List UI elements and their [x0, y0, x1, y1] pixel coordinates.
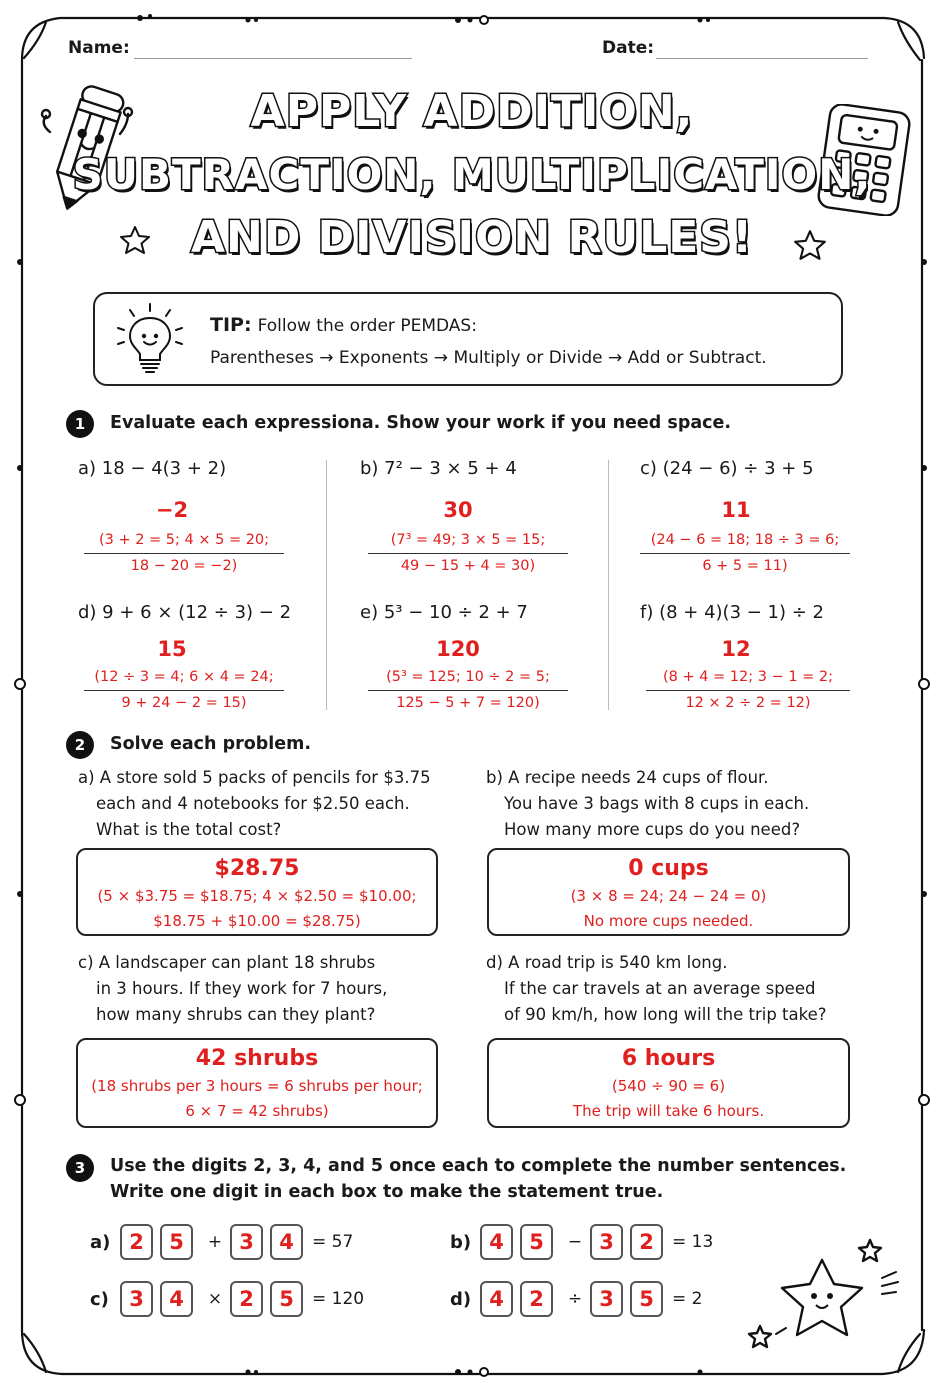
work-c [640, 528, 850, 579]
work-e-line-1: (5³ = 125; 10 ÷ 2 = 5; [368, 665, 568, 691]
title-line-2: SUBTRACTION, MULTIPLICATION, [72, 150, 872, 199]
problem-d-line-1: d) A road trip is 540 km long. [486, 953, 728, 972]
digit-box[interactable]: 2 [230, 1281, 263, 1317]
work-e [368, 665, 568, 716]
digit-box[interactable]: 2 [630, 1224, 663, 1260]
answer-box-b [487, 848, 850, 936]
title-line-1: APPLY ADDITION, [250, 86, 694, 137]
section-1-title: Evaluate each expressiona. Show your work if you need space. [110, 413, 732, 433]
digit-box[interactable]: 3 [590, 1281, 623, 1317]
work-a-line-1: (3 + 2 = 5; 4 × 5 = 20; [84, 528, 284, 554]
section-3-badge: 3 [66, 1154, 94, 1182]
work-e-line-2: 125 − 5 + 7 = 120) [396, 695, 540, 711]
digit-box[interactable]: 4 [160, 1281, 193, 1317]
lightbulb-icon [112, 300, 188, 378]
operator: + [207, 1232, 223, 1252]
problem-c-line-3: how many shrubs can they plant? [96, 1005, 376, 1024]
section-1-badge: 1 [66, 410, 94, 438]
digit-box[interactable]: 3 [120, 1281, 153, 1317]
operator: × [207, 1289, 223, 1309]
work-f-line-2: 12 × 2 ÷ 2 = 12) [685, 695, 811, 711]
digit-box[interactable]: 5 [160, 1224, 193, 1260]
answer-box-c-value: 42 shrubs [195, 1046, 319, 1071]
answer-box-a-value: $28.75 [214, 856, 300, 881]
answer-box-d-work-2: The trip will take 6 hours. [572, 1102, 765, 1120]
star-mascot-icon [740, 1232, 910, 1356]
section-2-title: Solve each problem. [110, 734, 312, 754]
result: = 57 [312, 1232, 354, 1252]
work-c-line-2: 6 + 5 = 11) [702, 558, 788, 574]
tip-text-1: Follow the order PEMDAS: [257, 316, 477, 336]
operator: ÷ [567, 1289, 583, 1309]
sentence-b-label: b) [450, 1231, 472, 1253]
date-label: Date: [602, 38, 655, 58]
answer-b: 30 [443, 498, 473, 522]
problem-b-line-1: b) A recipe needs 24 cups of flour. [486, 768, 769, 787]
answer-box-a-work-2: $18.75 + $10.00 = $28.75) [153, 912, 361, 930]
number-sentence-d [450, 1281, 702, 1317]
digit-box[interactable]: 5 [630, 1281, 663, 1317]
problem-a-line-3: What is the total cost? [96, 820, 282, 839]
star-icon [792, 228, 828, 262]
work-c-line-1: (24 − 6 = 18; 18 ÷ 3 = 6; [640, 528, 850, 554]
work-d-line-2: 9 + 24 − 2 = 15) [121, 695, 247, 711]
answer-e: 120 [436, 637, 480, 661]
answer-box-c [76, 1038, 438, 1128]
answer-box-c-work-1: (18 shrubs per 3 hours = 6 shrubs per hour; [91, 1077, 423, 1095]
name-field[interactable] [134, 58, 412, 59]
tip-label: TIP: [210, 314, 252, 336]
number-sentence-b [450, 1224, 713, 1260]
work-f-line-1: (8 + 4 = 12; 3 − 1 = 2; [646, 665, 850, 691]
number-sentence-c [90, 1281, 364, 1317]
problem-d-line-3: of 90 km/h, how long will the trip take? [504, 1005, 827, 1024]
problem-c-line-1: c) A landscaper can plant 18 shrubs [78, 953, 376, 972]
tip-box [93, 292, 843, 386]
answer-box-b-work-1: (3 × 8 = 24; 24 − 24 = 0) [570, 887, 767, 905]
number-sentence-a [90, 1224, 353, 1260]
answer-box-d-work-1: (540 ÷ 90 = 6) [611, 1077, 726, 1095]
digit-box[interactable]: 3 [590, 1224, 623, 1260]
problem-d [486, 950, 906, 1028]
section-2-badge: 2 [66, 731, 94, 759]
problem-c-line-2: in 3 hours. If they work for 7 hours, [96, 979, 388, 998]
work-a-line-2: 18 − 20 = −2) [130, 558, 238, 574]
sentence-a-label: a) [90, 1231, 111, 1253]
expression-b: b) 7² − 3 × 5 + 4 [360, 458, 517, 479]
work-a [84, 528, 284, 579]
star-icon [118, 224, 152, 256]
column-divider [326, 460, 327, 710]
problem-b [486, 765, 886, 843]
digit-box[interactable]: 4 [480, 1224, 513, 1260]
result: = 2 [672, 1289, 703, 1309]
expression-e: e) 5³ − 10 ÷ 2 + 7 [360, 602, 528, 623]
work-d-line-1: (12 ÷ 3 = 4; 6 × 4 = 24; [84, 665, 284, 691]
result: = 120 [312, 1289, 365, 1309]
expression-c: c) (24 − 6) ÷ 3 + 5 [640, 458, 814, 479]
name-label: Name: [68, 38, 130, 58]
problem-a-line-1: a) A store sold 5 packs of pencils for $3.75 [78, 768, 431, 787]
section-3-title-1: Use the digits 2, 3, 4, and 5 once each to complete the number sentences. [110, 1156, 847, 1176]
answer-box-a-work-1: (5 × $3.75 = $18.75; 4 × $2.50 = $10.00; [97, 887, 417, 905]
expression-a: a) 18 − 4(3 + 2) [78, 458, 227, 479]
work-b-line-1: (7³ = 49; 3 × 5 = 15; [368, 528, 568, 554]
problem-c [78, 950, 458, 1028]
sentence-c-label: c) [90, 1288, 109, 1310]
problem-a [78, 765, 458, 843]
problem-a-line-2: each and 4 notebooks for $2.50 each. [96, 794, 410, 813]
sentence-d-label: d) [450, 1288, 472, 1310]
work-f [646, 665, 850, 716]
answer-box-b-value: 0 cups [628, 856, 709, 881]
work-b [368, 528, 568, 579]
section-3-title-2: Write one digit in each box to make the statement true. [110, 1182, 664, 1202]
answer-box-d-value: 6 hours [621, 1046, 716, 1071]
digit-box[interactable]: 2 [120, 1224, 153, 1260]
expression-d: d) 9 + 6 × (12 ÷ 3) − 2 [78, 602, 292, 623]
problem-d-line-2: If the car travels at an average speed [504, 979, 816, 998]
digit-box[interactable]: 4 [480, 1281, 513, 1317]
problem-b-line-3: How many more cups do you need? [504, 820, 801, 839]
answer-box-c-work-2: 6 × 7 = 42 shrubs) [185, 1102, 329, 1120]
work-b-line-2: 49 − 15 + 4 = 30) [400, 558, 536, 574]
column-divider [608, 460, 609, 710]
date-field[interactable] [656, 58, 868, 59]
digit-box[interactable]: 3 [230, 1224, 263, 1260]
expression-f: f) (8 + 4)(3 − 1) ÷ 2 [640, 602, 825, 623]
answer-c: 11 [721, 498, 751, 522]
title-line-3: AND DIVISION RULES! [190, 212, 754, 263]
tip-text-2: Parentheses → Exponents → Multiply or Divide → Add or Subtract. [210, 348, 767, 368]
digit-box[interactable]: 2 [520, 1281, 553, 1317]
problem-b-line-2: You have 3 bags with 8 cups in each. [504, 794, 810, 813]
digit-box[interactable]: 5 [270, 1281, 303, 1317]
answer-a: −2 [155, 498, 189, 522]
work-d [84, 665, 284, 716]
digit-box[interactable]: 4 [270, 1224, 303, 1260]
answer-f: 12 [721, 637, 751, 661]
answer-box-b-work-2: No more cups needed. [583, 912, 754, 930]
answer-box-d [487, 1038, 850, 1128]
operator: − [567, 1232, 583, 1252]
digit-box[interactable]: 5 [520, 1224, 553, 1260]
answer-box-a [76, 848, 438, 936]
result: = 13 [672, 1232, 714, 1252]
answer-d: 15 [157, 637, 187, 661]
